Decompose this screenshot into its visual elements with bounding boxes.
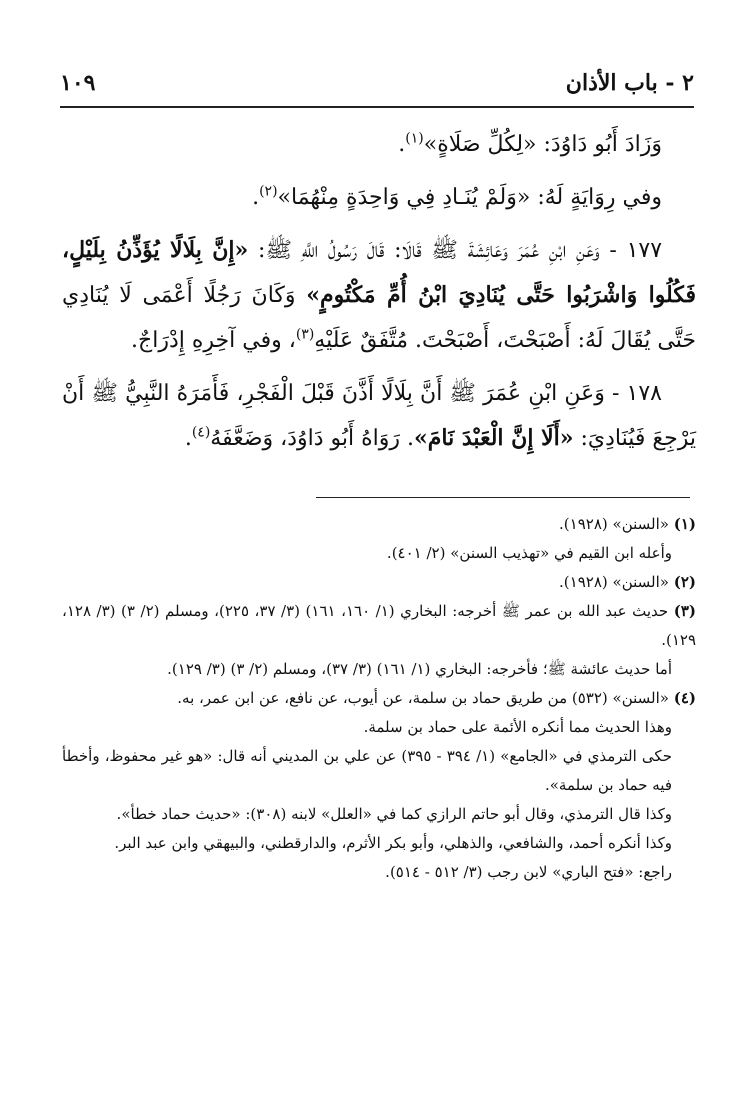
footnote-2 [62,568,696,597]
footnote-ref-3: (٣) [295,326,315,343]
text: وَزَادَ أَبُو دَاوُدَ: «لِكُلِّ صَلَاةٍ» [423,132,662,157]
footnote-3-continued: أما حديث عائشة ﷺ؛ فأخرجه: البخاري (١/ ١٦١) (٣/ ٣٧)، ومسلم (٢/ ٣) (٣/ ١٢٩). [167,660,672,678]
main-text [62,122,696,469]
footnote-number: (١) [673,515,696,533]
text: . [184,426,192,451]
footnotes [62,510,696,887]
footnote-ref-1: (١) [405,130,424,147]
hadith-quote: «إِنَّ بِلَالًا يُؤَذِّنُ بِلَيْلٍ، فَكُلُوا وَاشْرَبُوا حَتَّى يُنَادِيَ ابْنُ أُمِّ مَكْتُومٍ» [62,237,697,308]
text: . رَوَاهُ أَبُو دَاوُدَ، وَضَعَّفَهُ [210,426,415,451]
footnote-text: «السنن» (١٩٢٨). [559,573,669,591]
footnote-text: «السنن» (١٩٢٨). [559,515,669,533]
page-number: ١٠٩ [60,70,96,96]
footnote-text: «السنن» (٥٣٢) من طريق حماد بن سلمة، عن أيوب، عن نافع، عن ابن عمر، به. [177,689,669,707]
text: ، وفي آخِرِهِ إِدْرَاجٌ. [131,328,296,353]
hadith-quote: «أَلَا إِنَّ الْعَبْدَ نَامَ» [414,425,574,451]
running-header [60,66,694,102]
footnote-ref-4: (٤) [191,424,211,441]
footnote-4 [62,684,696,713]
text: ١٧٧ - وَعَنِ ابْنِ عُمَرَ وَعَائِشَةَ ﷺ قَالَا: قَالَ رَسُولُ اللَّهِ ﷺ: [258,238,663,263]
footnote-number: (٤) [673,689,696,707]
footnote-1-continued: وأعله ابن القيم في «تهذيب السنن» (٢/ ٤٠١). [386,544,672,562]
chapter-title: ٢ - باب الأذان [565,70,694,96]
footnote-number: (٢) [673,573,696,591]
text: ١٧٨ - وَعَنِ ابْنِ عُمَرَ ﷺ أَنَّ بِلَالًا أَذَّنَ قَبْلَ الْفَجْرِ، فَأَمَرَهُ النَّبِيُّ ﷺ أَنْ يَرْجِعَ فَيُنَادِيَ: [62,381,696,451]
footnote-4-continued: راجع: «فتح الباري» لابن رجب (٣/ ٥١٢ - ٥١٤). [385,863,672,881]
hadith-177 [62,228,696,363]
text: وفي رِوَايَةٍ لَهُ: «وَلَمْ يُنَـادِ فِي وَاحِدَةٍ مِنْهُمَا» [277,185,662,210]
header-rule [60,106,694,108]
footnote-4-continued: حكى الترمذي في «الجامع» (١/ ٣٩٤ - ٣٩٥) عن علي بن المديني أنه قال: «هو غير محفوظ، وأخطأ فيه حماد بن سلمة». [62,747,672,794]
footnote-1 [62,510,696,539]
footnote-4-continued: وكذا قال الترمذي، وقال أبو حاتم الرازي كما في «العلل» لابنه (٣٠٨): «حديث حماد خطأ». [116,805,672,823]
text: وَكَانَ رَجُلًا أَعْمَى لَا يُنَادِي حَتَّى يُقَالَ لَهُ: أَصْبَحْتَ، أَصْبَحْتَ. مُتَّفَقٌ عَلَيْهِ [62,283,696,353]
footnote-ref-2: (٢) [259,183,278,200]
footnote-4-continued: وكذا أنكره أحمد، والشافعي، والذهلي، وأبو بكر الأثرم، والدارقطني، والبيهقي وابن عبد البر. [114,834,672,852]
text: . [398,132,406,157]
footnote-separator [316,497,690,498]
paragraph-another-narration [62,175,696,220]
footnote-3 [62,597,696,655]
text: . [252,185,260,210]
footnote-4-continued: وهذا الحديث مما أنكره الأئمة على حماد بن سلمة. [363,718,672,736]
footnote-number: (٣) [673,602,697,620]
footnote-text: حديث عبد الله بن عمر ﷺ أخرجه: البخاري (١/ ١٦٠، ١٦١) (٣/ ٣٧، ٢٢٥)، ومسلم (٢/ ٣) (٣/ ١٢٨، ١٢٩). [62,602,696,649]
hadith-178 [62,371,696,461]
paragraph-abu-dawud-addition [62,122,696,167]
